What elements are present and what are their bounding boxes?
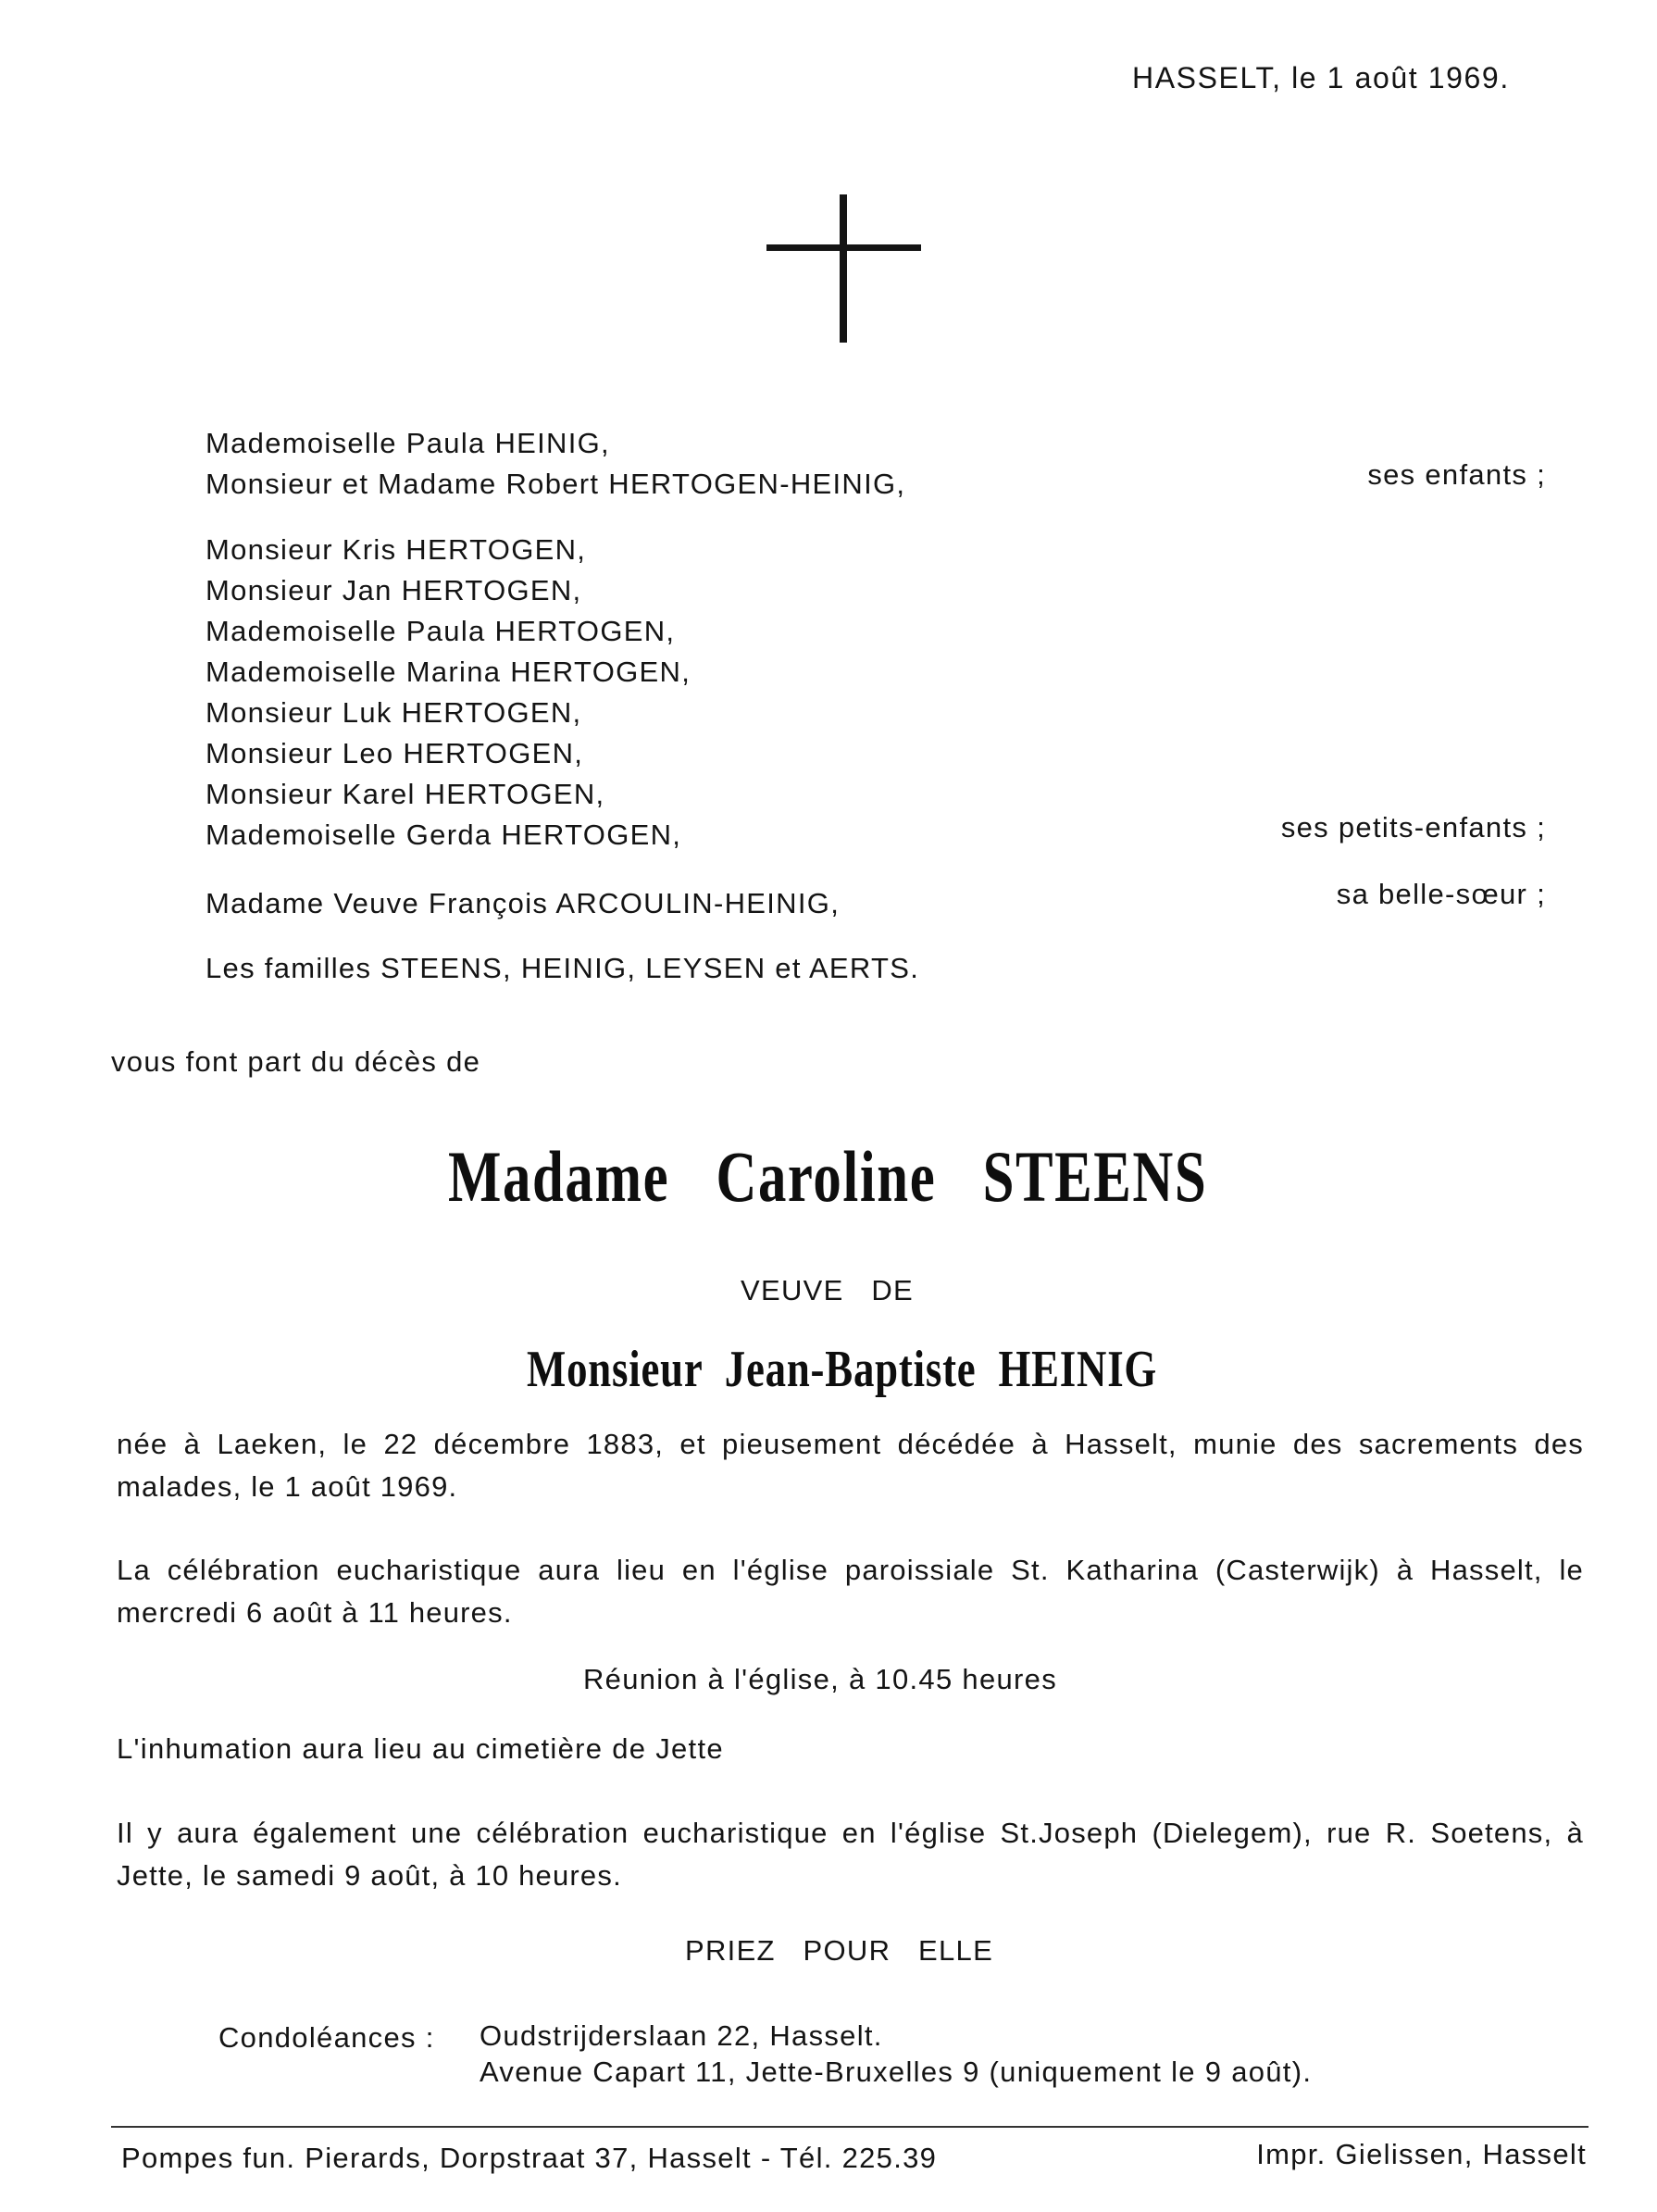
condolences-address: Oudstrijderslaan 22, Hasselt. <box>480 2019 883 2052</box>
relationship-label-grandchildren: ses petits-enfants ; <box>1280 811 1546 844</box>
family-member: Mademoiselle Marina HERTOGEN, <box>206 656 691 688</box>
footer-divider <box>111 2126 1588 2128</box>
letter-date: HASSELT, le 1 août 1969. <box>1132 61 1510 94</box>
families-line: Les familles STEENS, HEINIG, LEYSEN et AERTS. <box>206 952 920 984</box>
family-member: Monsieur Leo HERTOGEN, <box>206 737 584 769</box>
condolences-address: Avenue Capart 11, Jette-Bruxelles 9 (uniquement le 9 août). <box>480 2056 1313 2088</box>
family-member: Mademoiselle Paula HERTOGEN, <box>206 615 676 647</box>
family-member: Monsieur Jan HERTOGEN, <box>206 574 582 606</box>
announcement-intro: vous font part du décès de <box>111 1045 481 1078</box>
family-member: Mademoiselle Gerda HERTOGEN, <box>206 819 682 851</box>
relationship-label-sister-in-law: sa belle-sœur ; <box>1336 878 1546 910</box>
family-member: Madame Veuve François ARCOULIN-HEINIG, <box>206 887 841 919</box>
birth-death-paragraph: née à Laeken, le 22 décembre 1883, et pieusement décédée à Hasselt, munie des sacrements des malades, le 1 août 1969. <box>117 1428 1584 1503</box>
second-mass-paragraph: Il y aura également une célébration eucharistique en l'église St.Joseph (Dielegem), rue R. Soetens, à Jette, le samedi 9 août, à 10 heures. <box>117 1817 1584 1892</box>
mass-paragraph: La célébration eucharistique aura lieu en l'église paroissiale St. Katharina (Casterwijk) à Hasselt, le mercredi 6 août à 11 heures. <box>117 1554 1584 1629</box>
funeral-home-line: Pompes fun. Pierards, Dorpstraat 37, Hasselt - Tél. 225.39 <box>121 2142 938 2174</box>
family-member: Monsieur Luk HERTOGEN, <box>206 696 582 729</box>
deceased-name: Madame Caroline STEENS <box>448 1136 1208 1217</box>
family-member: Monsieur Kris HERTOGEN, <box>206 533 587 566</box>
burial-line: L'inhumation aura lieu au cimetière de Jette <box>117 1732 724 1765</box>
meeting-line: Réunion à l'église, à 10.45 heures <box>583 1663 1057 1695</box>
family-member: Mademoiselle Paula HEINIG, <box>206 427 610 459</box>
family-member: Monsieur Karel HERTOGEN, <box>206 778 605 810</box>
printer-line: Impr. Gielissen, Hasselt <box>1256 2138 1587 2170</box>
condolences-label: Condoléances : <box>218 2021 435 2054</box>
relationship-label-children: ses enfants ; <box>1367 458 1546 491</box>
husband-name: Monsieur Jean-Baptiste HEINIG <box>527 1341 1158 1398</box>
prayer-line: PRIEZ POUR ELLE <box>685 1934 994 1967</box>
widow-label: VEUVE DE <box>741 1274 914 1306</box>
family-member: Monsieur et Madame Robert HERTOGEN-HEINIG, <box>206 468 906 500</box>
